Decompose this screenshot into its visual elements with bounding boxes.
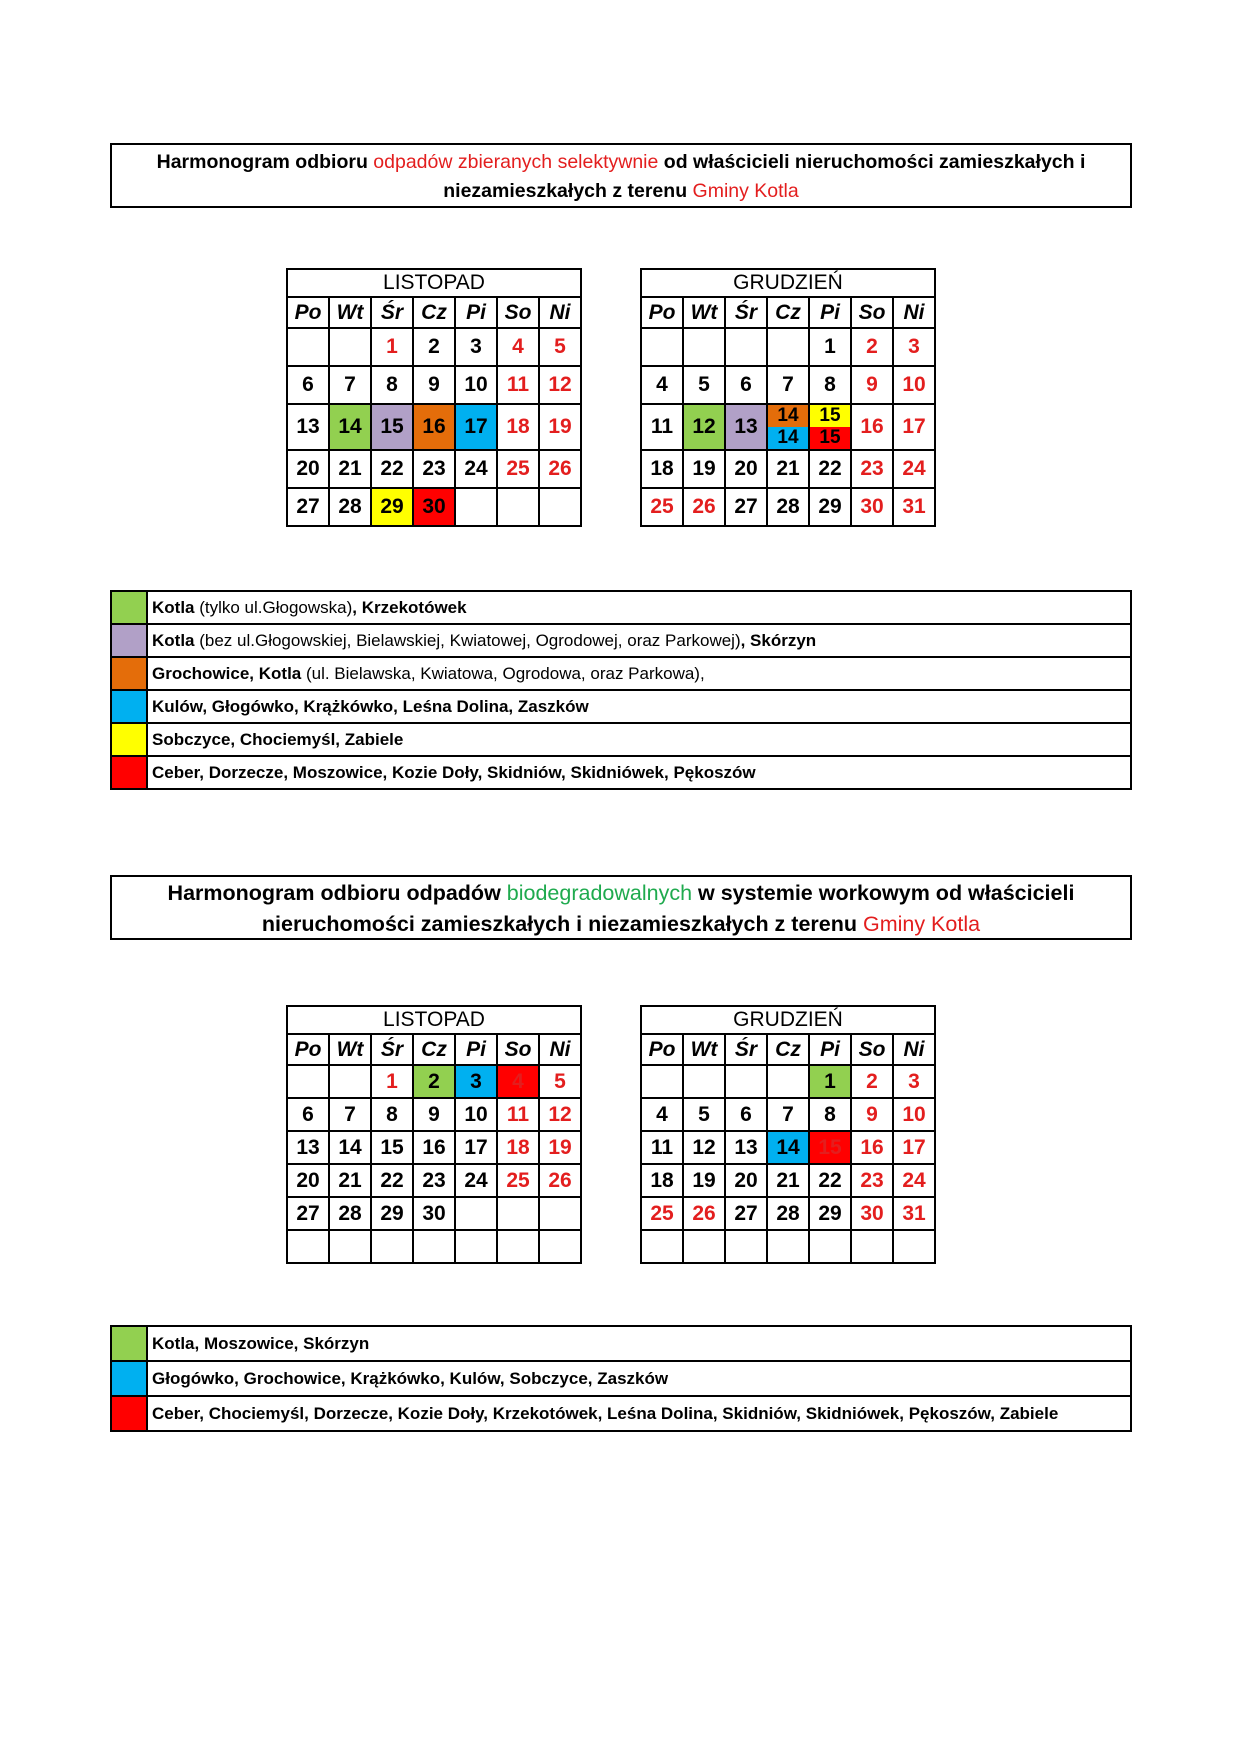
day-cell: 29 — [809, 488, 851, 526]
week-row — [287, 328, 581, 366]
day-cell: 22 — [809, 450, 851, 488]
legend-color-swatch — [111, 624, 147, 657]
weekday-header: So — [851, 1034, 893, 1065]
day-cell: 9 — [851, 1098, 893, 1131]
day-cell: 18 — [497, 1131, 539, 1164]
day-cell: 19 — [683, 1164, 725, 1197]
empty-cell — [767, 328, 809, 366]
empty-cell — [539, 1197, 581, 1230]
day-cell: 11 — [497, 1098, 539, 1131]
legend-color-swatch — [111, 657, 147, 690]
weekday-header: Ni — [893, 1034, 935, 1065]
empty-cell — [329, 328, 371, 366]
week-row — [641, 1197, 935, 1230]
day-cell: 14 — [329, 1131, 371, 1164]
day-cell: 13 — [725, 404, 767, 450]
day-cell: 9 — [413, 1098, 455, 1131]
legend-row — [111, 591, 1131, 624]
legend-text: , Skórzyn — [740, 630, 817, 650]
week-row — [287, 1230, 581, 1263]
day-cell: 17 — [893, 404, 935, 450]
day-cell: 11 — [641, 404, 683, 450]
legend-row — [111, 657, 1131, 690]
day-cell: 29 — [371, 1197, 413, 1230]
legend-row — [111, 690, 1131, 723]
day-cell: 14 — [767, 1131, 809, 1164]
weekday-header: Pi — [809, 297, 851, 328]
day-cell: 25 — [497, 450, 539, 488]
day-cell: 13 — [287, 404, 329, 450]
day-cell: 30 — [413, 1197, 455, 1230]
week-row — [287, 488, 581, 526]
week-row — [641, 366, 935, 404]
day-cell: 24 — [893, 450, 935, 488]
day-cell: 12 — [539, 1098, 581, 1131]
weekday-header: Wt — [683, 1034, 725, 1065]
day-cell: 29 — [371, 488, 413, 526]
day-cell: 24 — [455, 1164, 497, 1197]
day-cell: 4 — [497, 328, 539, 366]
empty-cell — [539, 488, 581, 526]
week-row — [641, 404, 935, 450]
day-cell: 18 — [641, 1164, 683, 1197]
weekday-header: Cz — [413, 1034, 455, 1065]
day-cell: 25 — [497, 1164, 539, 1197]
day-cell: 4 — [497, 1065, 539, 1098]
weekday-header: So — [497, 1034, 539, 1065]
day-cell: 26 — [683, 1197, 725, 1230]
empty-cell — [683, 1230, 725, 1263]
legend-label — [147, 1361, 1131, 1396]
legend-text: (bez ul.Głogowskiej, Bielawskiej, Kwiatowej, Ogrodowej, oraz Parkowej) — [194, 630, 741, 650]
day-cell: 19 — [539, 404, 581, 450]
day-cell: 6 — [287, 1098, 329, 1131]
legend-label — [147, 591, 1131, 624]
week-row — [287, 366, 581, 404]
day-cell: 29 — [809, 1197, 851, 1230]
day-cell: 16 — [851, 1131, 893, 1164]
day-cell: 6 — [725, 1098, 767, 1131]
day-cell: 5 — [683, 366, 725, 404]
day-cell: 30 — [851, 1197, 893, 1230]
legend-text: Ceber, Chociemyśl, Dorzecze, Kozie Doły, Krzekotówek, Leśna Dolina, Skidniów, Skidniówek, Pękoszów, Zabiele — [152, 1403, 1059, 1423]
empty-cell — [497, 488, 539, 526]
day-cell: 9 — [851, 366, 893, 404]
day-cell: 22 — [371, 450, 413, 488]
week-row — [641, 1164, 935, 1197]
day-cell: 18 — [497, 404, 539, 450]
empty-cell — [329, 1065, 371, 1098]
split-day-cell — [767, 404, 809, 450]
weekday-header: Śr — [725, 297, 767, 328]
biodegradable-waste-schedule-title — [110, 875, 1132, 940]
weekday-header: Wt — [329, 297, 371, 328]
day-cell: 26 — [539, 450, 581, 488]
day-cell: 28 — [329, 488, 371, 526]
day-half: 14 — [768, 427, 808, 449]
legend-color-swatch — [111, 1361, 147, 1396]
day-cell: 21 — [329, 1164, 371, 1197]
weekday-header: Po — [641, 1034, 683, 1065]
empty-cell — [893, 1230, 935, 1263]
empty-cell — [683, 1065, 725, 1098]
weekday-header: Po — [287, 1034, 329, 1065]
day-cell: 7 — [767, 366, 809, 404]
legend-row — [111, 624, 1131, 657]
empty-cell — [371, 1230, 413, 1263]
weekday-header: Śr — [371, 297, 413, 328]
day-cell: 17 — [455, 404, 497, 450]
weekday-header: Śr — [371, 1034, 413, 1065]
day-cell: 5 — [539, 328, 581, 366]
day-cell: 20 — [287, 450, 329, 488]
day-cell: 4 — [641, 366, 683, 404]
day-cell: 30 — [851, 488, 893, 526]
empty-cell — [809, 1230, 851, 1263]
day-half: 14 — [768, 405, 808, 427]
day-cell: 2 — [413, 1065, 455, 1098]
day-cell: 16 — [413, 404, 455, 450]
day-cell: 1 — [371, 1065, 413, 1098]
calendar-listopad-biodegradable — [286, 1005, 582, 1264]
day-cell: 27 — [287, 488, 329, 526]
weekday-header: Pi — [455, 1034, 497, 1065]
municipality-name: Gminy Kotla — [862, 912, 981, 936]
day-cell: 2 — [413, 328, 455, 366]
day-cell: 11 — [497, 366, 539, 404]
week-row — [287, 1197, 581, 1230]
month-name: LISTOPAD — [287, 269, 581, 297]
legend-text: Kotla, Moszowice, Skórzyn — [152, 1333, 370, 1353]
legend-row — [111, 1396, 1131, 1431]
empty-cell — [455, 488, 497, 526]
weekday-header: Po — [641, 297, 683, 328]
day-cell: 20 — [287, 1164, 329, 1197]
empty-cell — [725, 1230, 767, 1263]
weekday-header: Wt — [683, 297, 725, 328]
weekday-header: Ni — [893, 297, 935, 328]
day-cell: 31 — [893, 1197, 935, 1230]
day-cell: 12 — [683, 404, 725, 450]
empty-cell — [413, 1230, 455, 1263]
legend-row — [111, 756, 1131, 789]
empty-cell — [641, 1230, 683, 1263]
legend-label — [147, 756, 1131, 789]
day-cell: 4 — [641, 1098, 683, 1131]
day-cell: 27 — [725, 488, 767, 526]
legend-label — [147, 690, 1131, 723]
day-cell: 2 — [851, 1065, 893, 1098]
day-cell: 23 — [851, 450, 893, 488]
empty-cell — [641, 1065, 683, 1098]
day-cell: 7 — [329, 366, 371, 404]
day-cell: 18 — [641, 450, 683, 488]
weekday-header: Cz — [413, 297, 455, 328]
day-cell: 3 — [455, 1065, 497, 1098]
day-cell: 22 — [371, 1164, 413, 1197]
day-cell: 5 — [539, 1065, 581, 1098]
title-line-1: Harmonogram odbioru odpadów biodegradowalnych w systemie workowym od właścicieli — [167, 881, 1075, 905]
day-cell: 31 — [893, 488, 935, 526]
day-cell: 21 — [329, 450, 371, 488]
calendar-grudzien-selective — [640, 268, 936, 527]
day-cell: 19 — [683, 450, 725, 488]
title-line-2: niezamieszkałych z terenu Gminy Kotla — [443, 180, 799, 202]
title-line-1: Harmonogram odbioru odpadów zbieranych selektywnie od właścicieli nieruchomości zamieszkałych i — [156, 151, 1086, 173]
day-cell: 6 — [725, 366, 767, 404]
empty-cell — [641, 328, 683, 366]
legend-text: (tylko ul.Głogowska) — [194, 597, 353, 617]
legend-color-swatch — [111, 690, 147, 723]
legend-text: Kulów, Głogówko, Krążkówko, Leśna Dolina, Zaszków — [152, 696, 589, 716]
waste-type-highlight: biodegradowalnych — [506, 881, 693, 905]
day-cell: 10 — [893, 1098, 935, 1131]
day-cell: 30 — [413, 488, 455, 526]
selective-waste-legend — [110, 590, 1132, 790]
day-cell: 9 — [413, 366, 455, 404]
weekday-header: Ni — [539, 1034, 581, 1065]
week-row — [287, 1065, 581, 1098]
week-row — [287, 1164, 581, 1197]
day-cell: 12 — [683, 1131, 725, 1164]
week-row — [641, 1098, 935, 1131]
day-cell: 23 — [851, 1164, 893, 1197]
day-cell: 24 — [893, 1164, 935, 1197]
legend-text: Głogówko, Grochowice, Krążkówko, Kulów, Sobczyce, Zaszków — [152, 1368, 669, 1388]
legend-color-swatch — [111, 1326, 147, 1361]
day-cell: 25 — [641, 488, 683, 526]
empty-cell — [851, 1230, 893, 1263]
empty-cell — [725, 328, 767, 366]
day-cell: 22 — [809, 1164, 851, 1197]
legend-text: Kotla — [152, 630, 195, 650]
day-cell: 10 — [455, 1098, 497, 1131]
day-cell: 15 — [371, 404, 413, 450]
legend-text: (ul. Bielawska, Kwiatowa, Ogrodowa, oraz Parkowa), — [301, 663, 705, 683]
day-cell: 21 — [767, 450, 809, 488]
weekday-header: So — [497, 297, 539, 328]
weekday-header: Cz — [767, 1034, 809, 1065]
day-cell: 5 — [683, 1098, 725, 1131]
empty-cell — [455, 1230, 497, 1263]
day-cell: 14 — [329, 404, 371, 450]
weekday-header: Cz — [767, 297, 809, 328]
weekday-header: So — [851, 297, 893, 328]
day-cell: 16 — [413, 1131, 455, 1164]
day-cell: 27 — [287, 1197, 329, 1230]
day-cell: 19 — [539, 1131, 581, 1164]
week-row — [287, 1098, 581, 1131]
day-cell: 28 — [767, 488, 809, 526]
day-cell: 16 — [851, 404, 893, 450]
day-cell: 8 — [371, 1098, 413, 1131]
legend-row — [111, 1361, 1131, 1396]
day-cell: 1 — [809, 1065, 851, 1098]
week-row — [641, 488, 935, 526]
week-row — [287, 1131, 581, 1164]
empty-cell — [455, 1197, 497, 1230]
weekday-header: Po — [287, 297, 329, 328]
day-cell: 20 — [725, 450, 767, 488]
day-cell: 28 — [329, 1197, 371, 1230]
day-cell: 15 — [809, 1131, 851, 1164]
legend-color-swatch — [111, 591, 147, 624]
empty-cell — [767, 1065, 809, 1098]
weekday-header: Pi — [809, 1034, 851, 1065]
day-cell: 3 — [893, 1065, 935, 1098]
week-row — [641, 1065, 935, 1098]
legend-color-swatch — [111, 756, 147, 789]
title-line-2: nieruchomości zamieszkałych i niezamieszkałych z terenu Gminy Kotla — [261, 912, 981, 936]
weekday-header: Wt — [329, 1034, 371, 1065]
day-cell: 28 — [767, 1197, 809, 1230]
day-cell: 25 — [641, 1197, 683, 1230]
day-cell: 20 — [725, 1164, 767, 1197]
calendar-grudzien-biodegradable — [640, 1005, 936, 1264]
month-name: LISTOPAD — [287, 1006, 581, 1034]
legend-label — [147, 657, 1131, 690]
legend-text: Sobczyce, Chociemyśl, Zabiele — [152, 729, 404, 749]
day-cell: 21 — [767, 1164, 809, 1197]
day-cell: 1 — [371, 328, 413, 366]
weekday-header: Ni — [539, 297, 581, 328]
calendar-listopad-selective — [286, 268, 582, 527]
biodegradable-waste-legend — [110, 1325, 1132, 1432]
day-cell: 10 — [893, 366, 935, 404]
empty-cell — [683, 328, 725, 366]
day-cell: 7 — [767, 1098, 809, 1131]
day-cell: 6 — [287, 366, 329, 404]
day-cell: 2 — [851, 328, 893, 366]
legend-row — [111, 1326, 1131, 1361]
day-cell: 13 — [287, 1131, 329, 1164]
week-row — [641, 450, 935, 488]
day-cell: 24 — [455, 450, 497, 488]
weekday-header: Pi — [455, 297, 497, 328]
legend-label — [147, 624, 1131, 657]
day-cell: 8 — [809, 366, 851, 404]
day-cell: 8 — [371, 366, 413, 404]
empty-cell — [725, 1065, 767, 1098]
week-row — [641, 1131, 935, 1164]
week-row — [287, 450, 581, 488]
day-cell: 15 — [371, 1131, 413, 1164]
legend-label — [147, 1396, 1131, 1431]
empty-cell — [497, 1230, 539, 1263]
day-cell: 7 — [329, 1098, 371, 1131]
selective-waste-schedule-title — [110, 143, 1132, 208]
day-cell: 17 — [455, 1131, 497, 1164]
month-name: GRUDZIEŃ — [641, 1006, 935, 1034]
legend-text: Ceber, Dorzecze, Moszowice, Kozie Doły, Skidniów, Skidniówek, Pękoszów — [152, 762, 756, 782]
legend-color-swatch — [111, 1396, 147, 1431]
legend-row — [111, 723, 1131, 756]
empty-cell — [287, 1230, 329, 1263]
week-row — [641, 1230, 935, 1263]
day-cell: 1 — [809, 328, 851, 366]
legend-text: Grochowice, Kotla — [152, 663, 302, 683]
weekday-header: Śr — [725, 1034, 767, 1065]
day-cell: 10 — [455, 366, 497, 404]
week-row — [641, 328, 935, 366]
empty-cell — [497, 1197, 539, 1230]
day-cell: 23 — [413, 450, 455, 488]
day-cell: 26 — [683, 488, 725, 526]
legend-text: , Krzekotówek — [352, 597, 467, 617]
legend-label — [147, 723, 1131, 756]
day-cell: 12 — [539, 366, 581, 404]
split-day-cell — [809, 404, 851, 450]
municipality-name: Gminy Kotla — [692, 180, 799, 202]
empty-cell — [287, 328, 329, 366]
day-cell: 8 — [809, 1098, 851, 1131]
empty-cell — [767, 1230, 809, 1263]
day-cell: 3 — [455, 328, 497, 366]
empty-cell — [287, 1065, 329, 1098]
day-cell: 3 — [893, 328, 935, 366]
day-half: 15 — [810, 405, 850, 427]
empty-cell — [329, 1230, 371, 1263]
day-cell: 27 — [725, 1197, 767, 1230]
day-cell: 13 — [725, 1131, 767, 1164]
month-name: GRUDZIEŃ — [641, 269, 935, 297]
legend-text: Kotla — [152, 597, 195, 617]
empty-cell — [539, 1230, 581, 1263]
day-half: 15 — [810, 427, 850, 449]
day-cell: 23 — [413, 1164, 455, 1197]
waste-type-highlight: odpadów zbieranych selektywnie — [373, 151, 659, 173]
legend-color-swatch — [111, 723, 147, 756]
day-cell: 17 — [893, 1131, 935, 1164]
legend-label — [147, 1326, 1131, 1361]
day-cell: 26 — [539, 1164, 581, 1197]
day-cell: 11 — [641, 1131, 683, 1164]
week-row — [287, 404, 581, 450]
